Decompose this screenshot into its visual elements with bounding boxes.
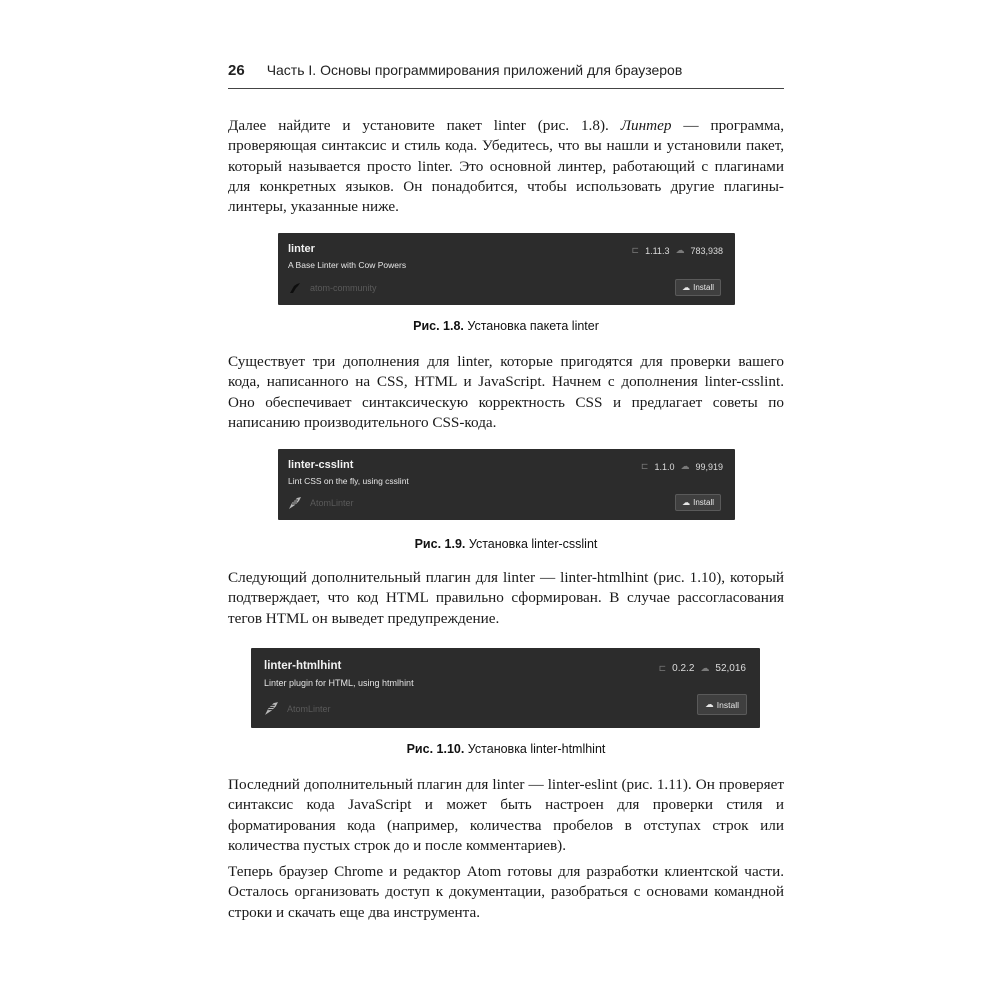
package-name: linter	[288, 243, 315, 255]
paragraph-4: Последний дополнительный плагин для linter — linter-eslint (рис. 1.11). Он проверяет синтаксис кода JavaScript и может быть настроен для проверки стиля и форматирования кода (например, количества пробелов в отступах строк или количества пустых строк до и после комментариев).	[228, 776, 784, 854]
package-version: 1.1.0	[654, 461, 675, 472]
package-card-linter-htmlhint	[251, 648, 760, 728]
package-version: 1.11.3	[645, 245, 670, 256]
package-downloads: 52,016	[715, 663, 746, 674]
package-stats	[659, 663, 746, 674]
package-stats	[641, 461, 723, 472]
figure-caption-1-9	[228, 537, 784, 551]
package-description: A Base Linter with Cow Powers	[288, 260, 407, 270]
paragraph-1-text-a: Далее найдите и установите пакет linter (рис. 1.8).	[228, 117, 621, 134]
caption-label: Рис. 1.9.	[414, 537, 466, 551]
cloud-download-icon: ☁	[682, 283, 691, 292]
tag-icon: ⊏	[640, 461, 649, 471]
page-number: 26	[228, 62, 245, 79]
running-title: Часть I. Основы программирования приложений для браузеров	[266, 62, 683, 78]
cloud-download-icon: ☁	[682, 498, 691, 507]
package-owner	[288, 496, 354, 510]
package-name: linter-csslint	[288, 459, 354, 471]
owner-name: AtomLinter	[310, 498, 354, 508]
wing-icon	[264, 701, 279, 716]
package-description: Linter plugin for HTML, using htmlhint	[264, 678, 414, 688]
install-label: Install	[716, 699, 739, 710]
download-cloud-icon: ☁	[680, 461, 690, 471]
package-downloads: 783,938	[690, 245, 723, 256]
tag-icon: ⊏	[631, 245, 640, 255]
install-label: Install	[693, 498, 714, 507]
paragraph-1-text-b: — программа, проверяющая синтаксис и стиль кода. Убедитесь, что вы нашли и установили пакет, который называется просто linter. Это основной линтер, работающий с плагинами для конкретных языков. Он понадобится, чтобы использовать другие плагины-линтеры, указанные ниже.	[228, 117, 784, 216]
install-button[interactable]	[675, 279, 721, 296]
owner-name: AtomLinter	[287, 703, 331, 714]
package-downloads: 99,919	[695, 461, 723, 472]
package-owner	[264, 701, 331, 716]
tag-icon: ⊏	[658, 663, 667, 673]
cloud-download-icon: ☁	[705, 699, 714, 709]
cow-icon	[288, 281, 302, 295]
paragraph-3: Следующий дополнительный плагин для linter — linter-htmlhint (рис. 1.10), который подтверждает, что код HTML правильно сформирован. В случае рассогласования тегов HTML он выведет предупреждение.	[228, 569, 784, 627]
install-button[interactable]	[675, 494, 721, 511]
package-name: linter-htmlhint	[264, 660, 342, 672]
download-cloud-icon: ☁	[675, 245, 685, 255]
paragraph-2: Существует три дополнения для linter, которые пригодятся для проверки вашего кода, написанного на CSS, HTML и JavaScript. Начнем с дополнения linter-csslint. Оно обеспечивает синтаксическую корректность CSS и предлагает советы по написанию производительного CSS-кода.	[228, 353, 784, 431]
caption-label: Рис. 1.10.	[406, 742, 465, 756]
package-description: Lint CSS on the fly, using csslint	[288, 476, 409, 486]
paragraph-5: Теперь браузер Chrome и редактор Atom готовы для разработки клиентской части. Осталось организовать доступ к документации, разобраться с основами командной строки и скачать еще два инструмента.	[228, 863, 784, 921]
package-card-linter-csslint	[278, 449, 735, 520]
package-stats	[632, 245, 723, 256]
caption-text: Установка пакета linter	[463, 319, 599, 333]
term-linter: Линтер	[620, 117, 672, 134]
caption-text: Установка linter-htmlhint	[464, 742, 606, 756]
caption-label: Рис. 1.8.	[413, 319, 464, 333]
package-card-linter	[278, 233, 735, 305]
owner-name: atom-community	[310, 283, 377, 293]
figure-caption-1-8	[228, 319, 784, 333]
package-owner	[288, 281, 377, 295]
package-version: 0.2.2	[672, 663, 695, 674]
paragraph-1	[228, 116, 784, 217]
download-cloud-icon: ☁	[700, 663, 710, 673]
install-label: Install	[693, 283, 714, 292]
install-button[interactable]	[697, 694, 747, 715]
caption-text: Установка linter-csslint	[465, 537, 598, 551]
figure-caption-1-10	[228, 742, 784, 756]
wing-icon	[288, 496, 302, 510]
running-header	[228, 62, 784, 89]
